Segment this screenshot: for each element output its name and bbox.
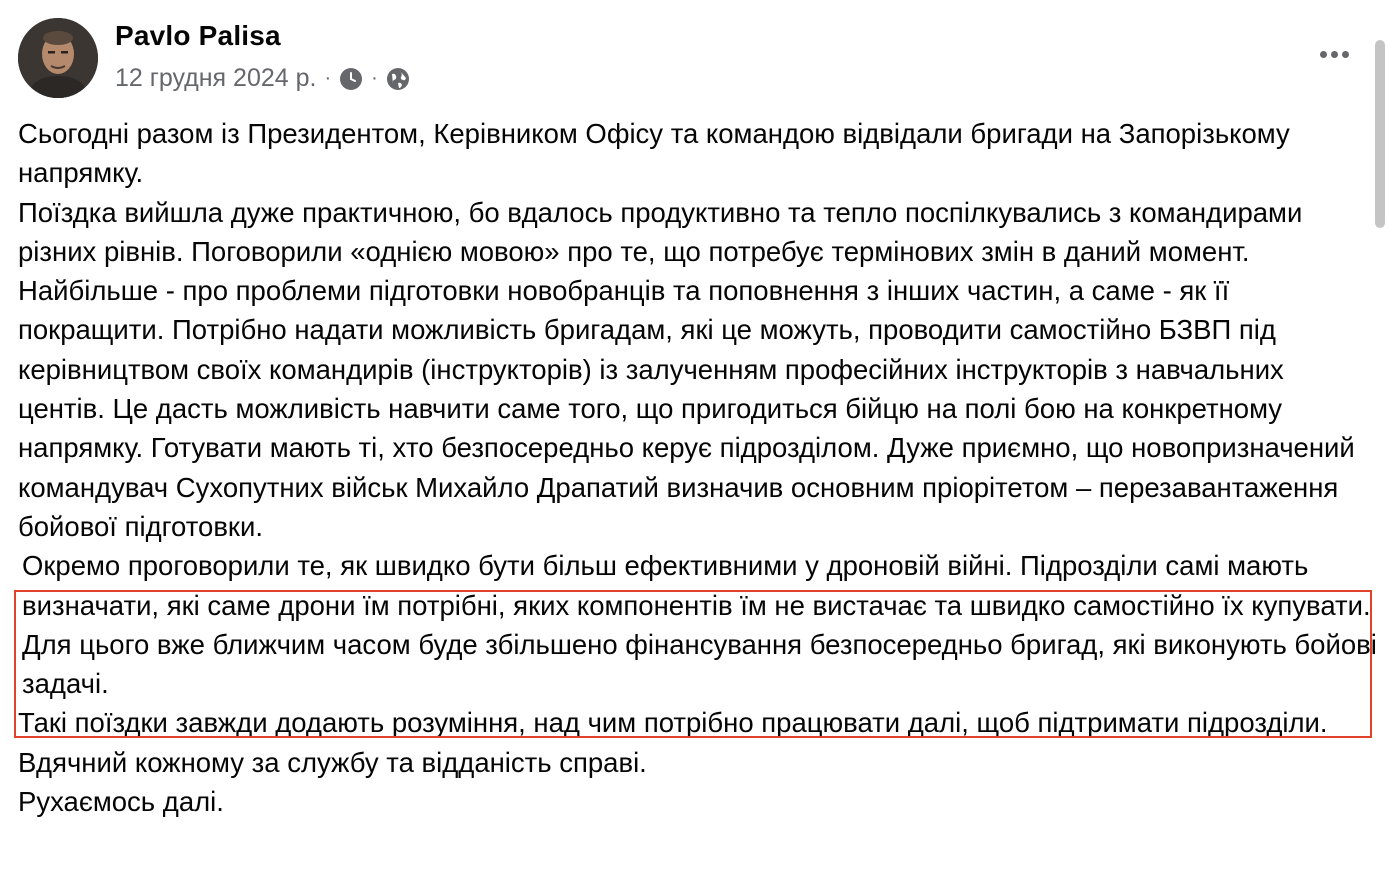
globe-icon[interactable] <box>386 67 410 91</box>
highlighted-paragraph: Окремо проговорили те, як швидко бути більш ефективними у дроновій війні. Підрозділи самі мають визначати, які саме дрони їм потрібні, яких компонентів їм не вистачає та швидко самостійно їх купувати. Для цього вже ближчим часом буде збільшено фінансування безпосередньо бригад, які виконують бойові задачі. <box>22 550 1377 700</box>
author-name[interactable]: Pavlo Palisa <box>115 20 281 51</box>
post-body <box>18 114 1378 821</box>
post-paragraph: Найбільше - про проблеми підготовки новобранців та поповнення з інших частин, а саме - як її покращити. Потрібно надати можливість бригадам, які це можуть, проводити самостійно БЗВП під керівництвом своїх командирів (інструкторів) із залученням професійних інструкторів з навчальних центів. Це дасть можливість навчити саме того, що пригодиться бійцю на полі бою на конкретному напрямку. Готувати мають ті, хто безпосередньо керує підрозділом. Дуже приємно, що новопризначений командувач Сухопутних військ Михайло Драпатий визначив основним пріорітетом – перезавантаження бойової підготовки. <box>18 275 1355 542</box>
post-date[interactable]: 12 грудня 2024 р. <box>115 64 317 92</box>
author-avatar[interactable] <box>18 18 98 98</box>
meta-separator: · <box>371 67 378 89</box>
more-options-button[interactable] <box>1314 42 1354 66</box>
more-options-icon-dot <box>1331 51 1338 58</box>
more-options-icon-dot <box>1342 51 1349 58</box>
post-paragraph: Поїздка вийшла дуже практичною, бо вдалось продуктивно та тепло поспілкувались з командирами різних рівнів. Поговорили «однією мовою» про те, що потребує термінових змін в даний момент. <box>18 196 1303 267</box>
post-paragraph: Сьогодні разом із Президентом, Керівником Офісу та командою відвідали бригади на Запорізькому напрямку. <box>18 118 1290 189</box>
more-options-icon-dot <box>1320 51 1327 58</box>
clock-icon <box>339 67 363 91</box>
profile-photo-icon <box>18 18 98 98</box>
meta-separator: · <box>324 67 332 89</box>
post-paragraph: Такі поїздки завжди додають розуміння, над чим потрібно працювати далі, щоб підтримати підрозділи. Вдячний кожному за службу та відданість справі. <box>18 707 1328 778</box>
post-header <box>18 18 1368 98</box>
post-paragraph: Рухаємось далі. <box>18 786 224 818</box>
post-meta <box>115 64 410 93</box>
